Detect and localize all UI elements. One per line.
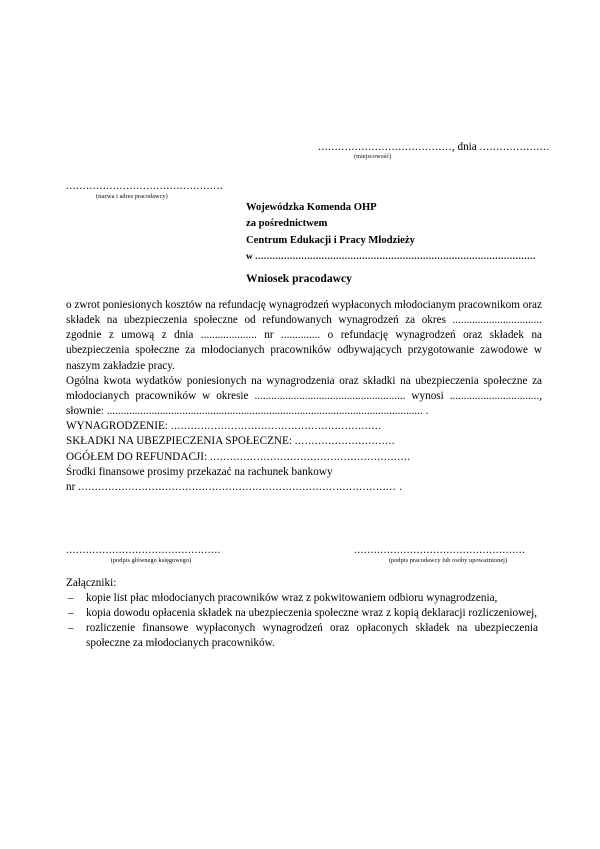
bank-account-line bbox=[66, 480, 542, 495]
attachment-item bbox=[66, 591, 538, 606]
place-caption: (miejscowość) bbox=[354, 153, 392, 160]
amount-row-skladki bbox=[66, 434, 542, 449]
attachment-item-text: kopie list płac młodocianych pracowników wraz z pokwitowaniem odbioru wynagrodzenia, bbox=[86, 592, 498, 605]
place-and-date-field bbox=[318, 140, 550, 161]
signature-employer-caption: (podpis pracodawcy lub osoby upoważnionej) bbox=[388, 557, 508, 564]
place-dotted-line[interactable]: ........................................ bbox=[318, 141, 452, 153]
employer-dotted-line[interactable]: ............................................... bbox=[66, 180, 224, 192]
bullet-dash-icon: – bbox=[68, 607, 74, 620]
attachment-item-text: kopia dowodu opłacenia składek na ubezpieczenia społeczne wraz z kopią deklaracji rozliczeniowej, bbox=[86, 607, 538, 620]
addressee-city-prefix: w bbox=[246, 252, 253, 263]
signature-accountant-line[interactable]: ............................................... bbox=[66, 544, 221, 556]
attachment-item-text: rozliczenie finansowe wypłaconych wynagrodzeń oraz opłaconych składek na ubezpieczenia społeczne za młodocianych pracowników. bbox=[86, 622, 538, 650]
attachment-item bbox=[66, 621, 538, 651]
date-label: , dnia bbox=[451, 141, 477, 153]
amount-label-skladki: SKŁADKI NA UBEZPIECZENIA SPOŁECZNE: bbox=[66, 435, 292, 448]
bank-account-prefix: nr bbox=[66, 480, 76, 493]
document-body bbox=[66, 298, 542, 495]
place-date-line bbox=[318, 140, 550, 154]
employer-name-address-field bbox=[66, 180, 296, 201]
bullet-dash-icon: – bbox=[68, 622, 74, 635]
addressee-line-3: Centrum Edukacji i Pracy Młodzieży bbox=[246, 234, 415, 246]
date-dotted-line[interactable]: ..................... bbox=[479, 141, 550, 153]
signature-employer-line[interactable]: .................................................... bbox=[354, 544, 526, 556]
amount-label-wynagrodzenie: WYNAGRODZENIE: bbox=[66, 420, 168, 433]
addressee-city-line bbox=[246, 249, 546, 265]
attachments-title: Załączniki: bbox=[66, 577, 117, 589]
addressee-line-2: za pośrednictwem bbox=[246, 218, 328, 230]
amount-value-wynagrodzenie[interactable]: ............................................................... bbox=[170, 420, 382, 433]
amount-value-ogolem[interactable]: ............................................................ bbox=[209, 450, 411, 463]
amount-row-wynagrodzenie bbox=[66, 419, 542, 434]
signature-accountant bbox=[66, 545, 236, 565]
signature-row bbox=[66, 545, 542, 575]
page-title: Wniosek pracodawcy bbox=[246, 272, 352, 285]
attachments-list bbox=[66, 591, 538, 651]
attachments-section bbox=[66, 576, 538, 651]
addressee-line-1: Wojewódzka Komenda OHP bbox=[246, 202, 377, 213]
signature-employer bbox=[354, 545, 542, 565]
amount-lines bbox=[66, 419, 542, 464]
signature-accountant-caption: (podpis głównego księgowego) bbox=[110, 557, 192, 564]
employer-caption: (nazwa i adres pracodawcy) bbox=[96, 193, 168, 200]
addressee-block bbox=[246, 200, 546, 266]
body-paragraph-2: Ogólna kwota wydatków poniesionych na wynagrodzenia oraz składki na ubezpieczenia społeczne za młodocianych pracowników w okresie ...................................................... wynosi ................................, słownie: ................................................................................................................. . bbox=[66, 374, 542, 418]
amount-label-ogolem: OGÓŁEM DO REFUNDACJI: bbox=[66, 450, 208, 463]
addressee-city-dotted-line[interactable]: ................................................................................................. bbox=[255, 252, 536, 263]
body-paragraph-1: o zwrot poniesionych kosztów na refundację wynagrodzeń wypłaconych młodocianym pracownikom oraz składek na ubezpieczenia społeczne od refundowanych wynagrodzeń za okres ................................ zgodnie z umową z dnia .................... nr .............. o refundację wynagrodzeń oraz składek na ubezpieczenia społeczne za młodocianych pracowników odbywających przygotowanie zawodowe w naszym zakładzie pracy. bbox=[66, 299, 542, 372]
bank-transfer-line: Środki finansowe prosimy przekazać na rachunek bankowy bbox=[66, 465, 333, 478]
amount-row-ogolem bbox=[66, 450, 542, 465]
attachment-item bbox=[66, 606, 538, 621]
bullet-dash-icon: – bbox=[68, 592, 74, 605]
bank-account-dotted-line[interactable]: ............................................................................................... . bbox=[78, 480, 403, 493]
amount-value-skladki[interactable]: .............................. bbox=[294, 435, 396, 448]
